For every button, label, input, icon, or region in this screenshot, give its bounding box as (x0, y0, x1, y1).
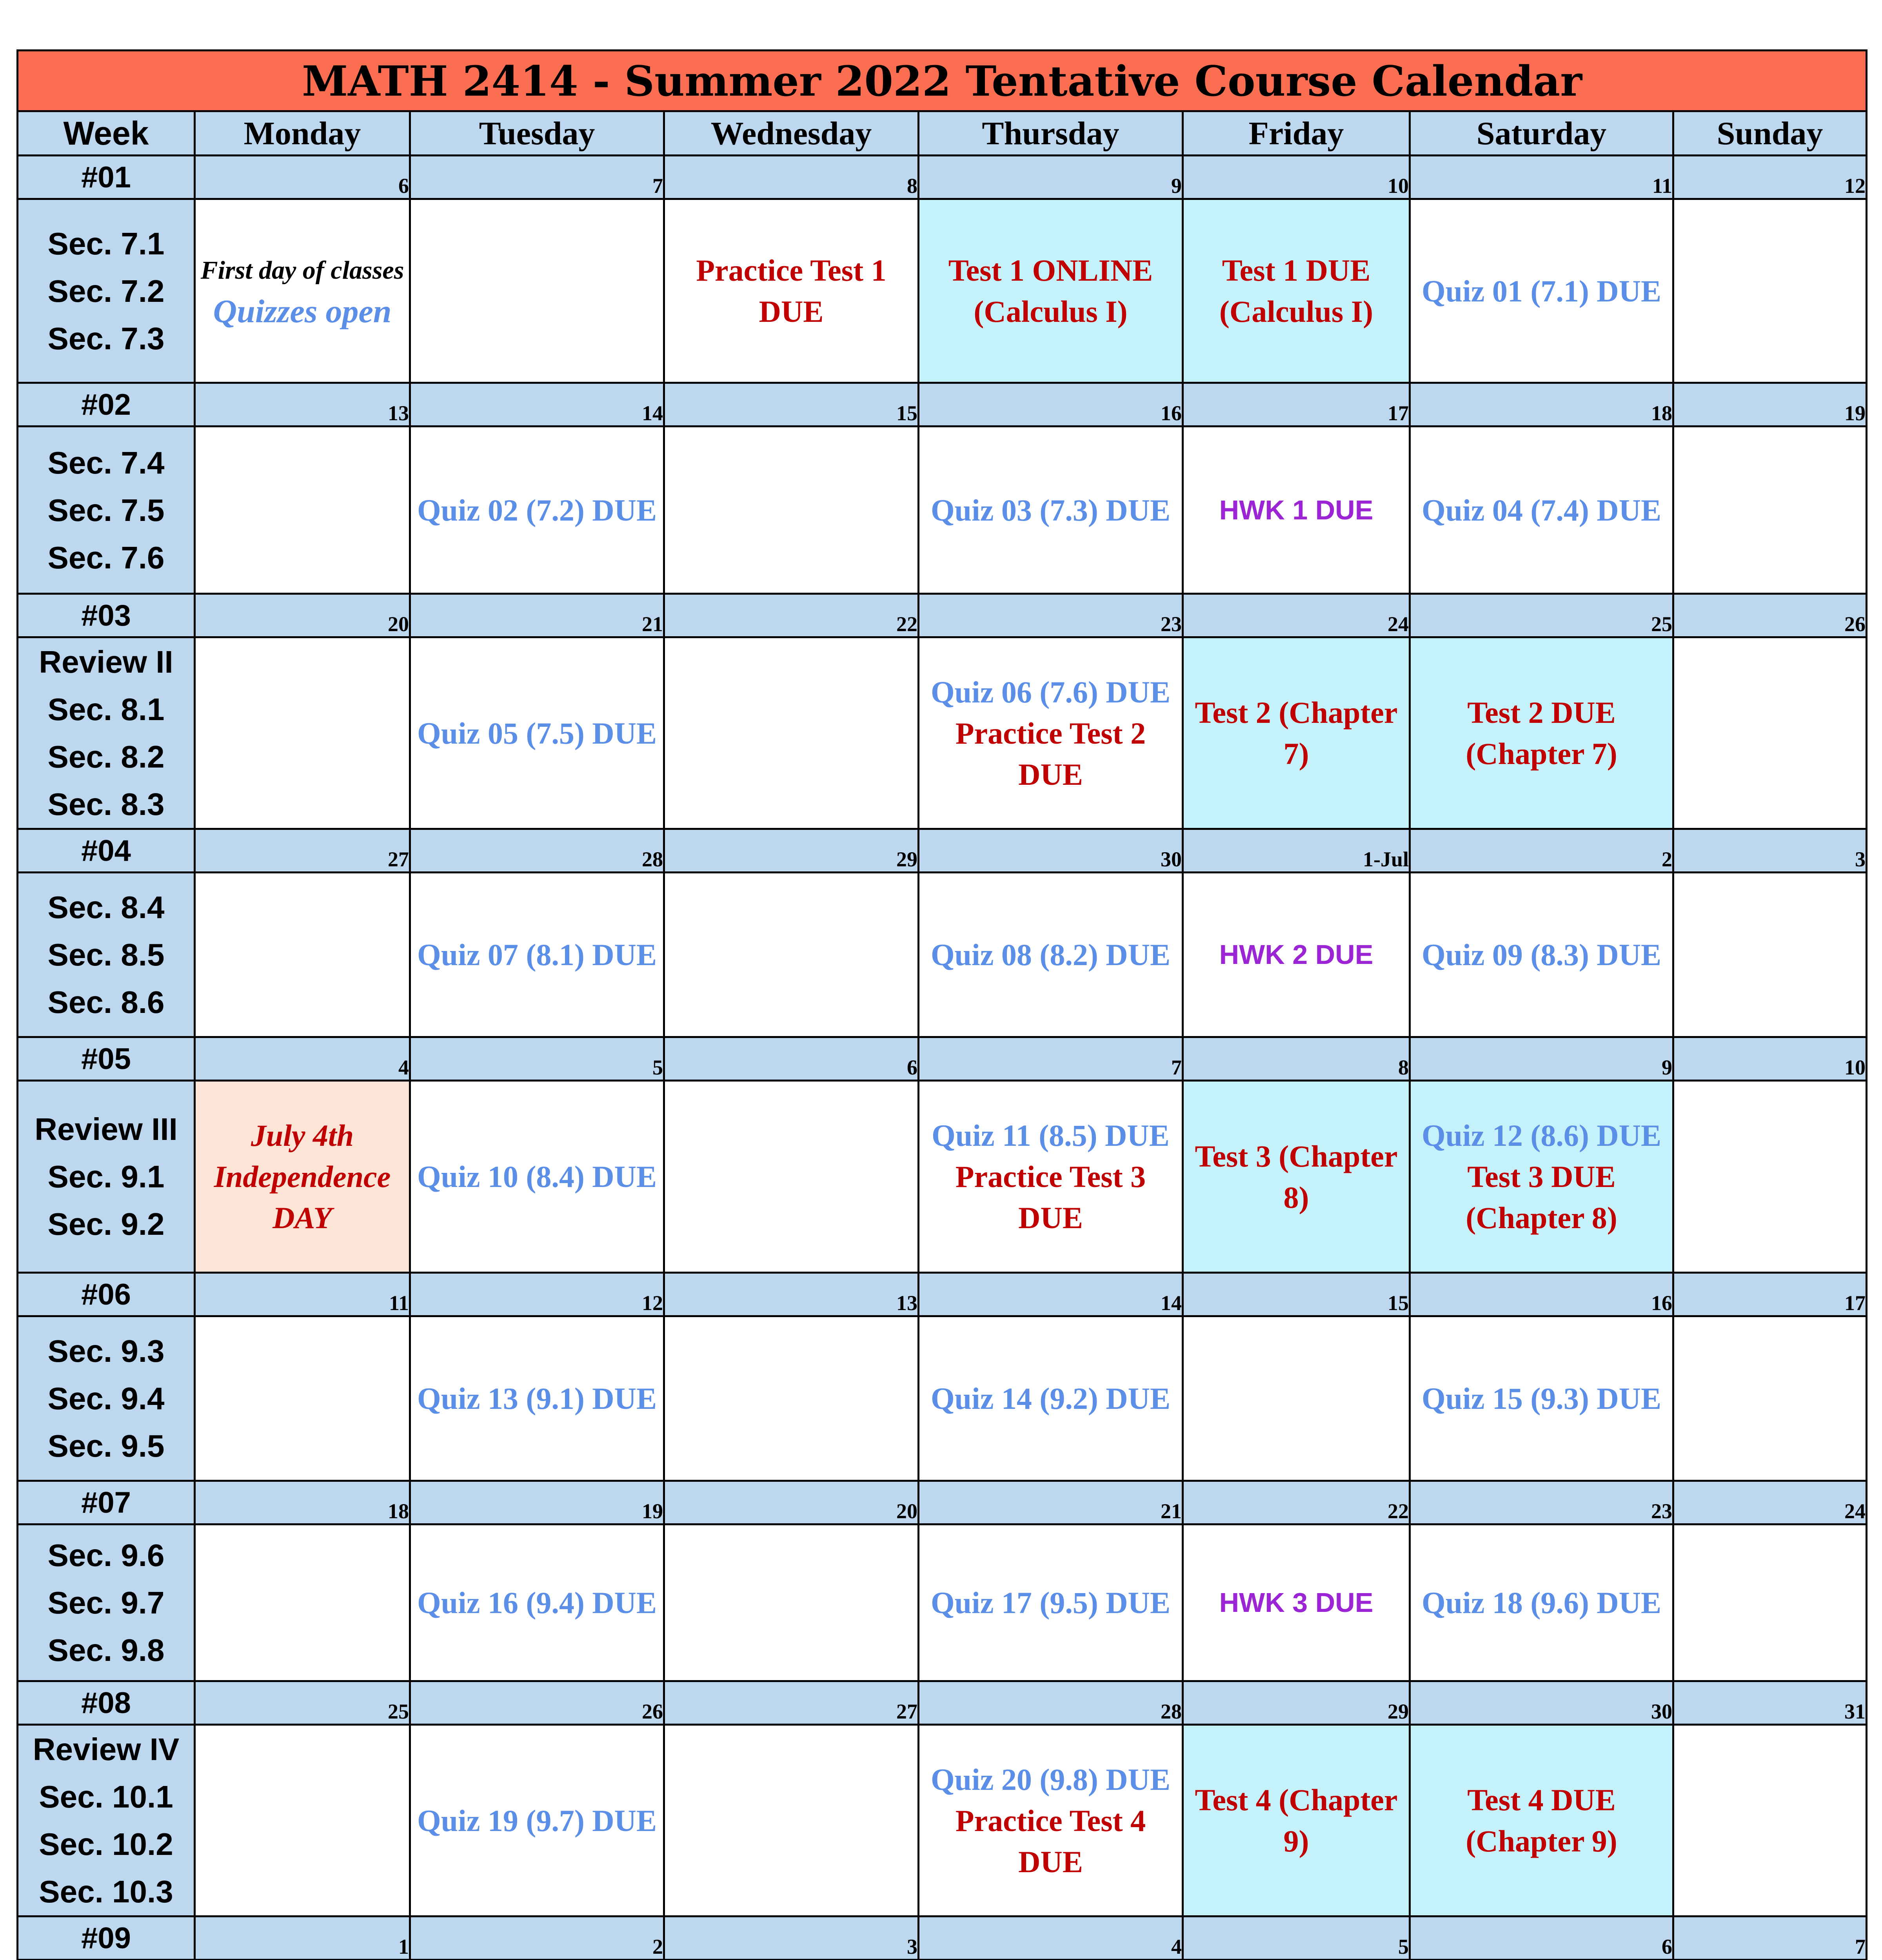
day-cell-wednesday (664, 1725, 919, 1916)
section-label: Sec. 7.6 (47, 540, 165, 575)
calendar-event: Quiz 12 (8.6) DUE (1422, 1118, 1661, 1152)
day-cell-tuesday (410, 637, 664, 829)
calendar-event: Quiz 04 (7.4) DUE (1422, 493, 1661, 527)
date-number: 1-Jul (1183, 829, 1410, 873)
section-label: Sec. 9.7 (47, 1585, 165, 1620)
day-cell-friday (1183, 637, 1410, 829)
day-cell-thursday (919, 199, 1183, 383)
date-number: 21 (919, 1481, 1183, 1524)
section-list (18, 1524, 195, 1681)
day-cell-wednesday (664, 637, 919, 829)
day-header-sunday: Sunday (1673, 111, 1867, 156)
date-number: 30 (919, 829, 1183, 873)
day-cell-monday (195, 873, 410, 1037)
week-number: #01 (18, 156, 195, 199)
section-list (18, 1316, 195, 1481)
date-number: 6 (1410, 1916, 1673, 1960)
calendar-event: HWK 3 DUE (1219, 1587, 1373, 1618)
date-number: 10 (1673, 1037, 1867, 1081)
date-number: 6 (195, 156, 410, 199)
calendar-event: Quiz 17 (9.5) DUE (931, 1586, 1170, 1620)
date-number: 15 (664, 383, 919, 426)
day-cell-friday (1183, 1081, 1410, 1273)
date-number: 27 (195, 829, 410, 873)
week-date-row (18, 1916, 1867, 1960)
calendar-event: Test 1 DUE (Calculus I) (1219, 253, 1373, 328)
day-cell-friday (1183, 199, 1410, 383)
date-number: 21 (410, 594, 664, 637)
date-number: 26 (1673, 594, 1867, 637)
date-number: 8 (1183, 1037, 1410, 1081)
section-label: Sec. 9.1 (47, 1159, 165, 1194)
section-label: Sec. 7.1 (47, 226, 165, 261)
day-cell-monday (195, 1725, 410, 1916)
date-number: 24 (1673, 1481, 1867, 1524)
day-cell-wednesday (664, 1081, 919, 1273)
day-cell-thursday (919, 1725, 1183, 1916)
calendar-event: Quiz 07 (8.1) DUE (417, 938, 657, 972)
calendar-event: Quiz 11 (8.5) DUE (932, 1118, 1170, 1152)
calendar-event: July 4th Independence DAY (214, 1118, 391, 1235)
date-number: 24 (1183, 594, 1410, 637)
week-number: #06 (18, 1273, 195, 1316)
section-list (18, 1725, 195, 1916)
day-cell-saturday (1410, 1725, 1673, 1916)
calendar-event: Quiz 06 (7.6) DUE (931, 675, 1170, 709)
day-cell-tuesday (410, 1316, 664, 1481)
calendar-event: HWK 2 DUE (1219, 939, 1373, 970)
section-list (18, 1081, 195, 1273)
week-content-row (18, 873, 1867, 1037)
week-date-row (18, 156, 1867, 199)
week-number: #04 (18, 829, 195, 873)
section-label: Sec. 7.3 (47, 321, 165, 356)
date-number: 20 (195, 594, 410, 637)
week-number: #03 (18, 594, 195, 637)
date-number: 12 (410, 1273, 664, 1316)
date-number: 7 (1673, 1916, 1867, 1960)
weekday-header-row (18, 111, 1867, 156)
date-number: 13 (195, 383, 410, 426)
week-content-row (18, 1524, 1867, 1681)
date-number: 4 (195, 1037, 410, 1081)
week-content-row (18, 1316, 1867, 1481)
section-label: Sec. 8.5 (47, 937, 165, 972)
section-label: Sec. 7.5 (47, 492, 165, 528)
date-number: 1 (195, 1916, 410, 1960)
date-number: 7 (410, 156, 664, 199)
day-cell-wednesday (664, 1524, 919, 1681)
date-number: 18 (1410, 383, 1673, 426)
day-header-friday: Friday (1183, 111, 1410, 156)
date-number: 3 (664, 1916, 919, 1960)
calendar-event: Quiz 13 (9.1) DUE (417, 1381, 657, 1416)
section-label: Sec. 10.1 (39, 1779, 173, 1814)
date-number: 17 (1183, 383, 1410, 426)
day-cell-monday (195, 1524, 410, 1681)
day-cell-wednesday (664, 873, 919, 1037)
calendar-event: Quiz 09 (8.3) DUE (1422, 938, 1661, 972)
day-header-tuesday: Tuesday (410, 111, 664, 156)
date-number: 10 (1183, 156, 1410, 199)
day-cell-friday (1183, 1725, 1410, 1916)
section-list (18, 199, 195, 383)
calendar-event: Quiz 15 (9.3) DUE (1422, 1381, 1661, 1416)
calendar-event: Test 4 DUE (Chapter 9) (1466, 1783, 1617, 1858)
date-number: 14 (919, 1273, 1183, 1316)
day-cell-wednesday (664, 426, 919, 594)
week-date-row (18, 1481, 1867, 1524)
week-number: #07 (18, 1481, 195, 1524)
day-cell-tuesday (410, 426, 664, 594)
date-number: 25 (195, 1681, 410, 1725)
calendar-event: Test 3 (Chapter 8) (1195, 1139, 1398, 1214)
day-cell-monday (195, 1316, 410, 1481)
week-date-row (18, 383, 1867, 426)
day-cell-sunday (1673, 1725, 1867, 1916)
section-label: Sec. 8.6 (47, 985, 165, 1020)
calendar-event: Test 2 DUE (Chapter 7) (1466, 695, 1617, 771)
date-number: 26 (410, 1681, 664, 1725)
day-cell-thursday (919, 1081, 1183, 1273)
week-date-row (18, 594, 1867, 637)
section-label: Sec. 9.6 (47, 1538, 165, 1573)
calendar-event: Practice Test 1 DUE (696, 253, 887, 328)
week-content-row (18, 1725, 1867, 1916)
date-number: 28 (410, 829, 664, 873)
date-number: 29 (1183, 1681, 1410, 1725)
day-cell-saturday (1410, 1524, 1673, 1681)
date-number: 11 (195, 1273, 410, 1316)
date-number: 25 (1410, 594, 1673, 637)
page-title: MATH 2414 - Summer 2022 Tentative Course Calendar (18, 51, 1867, 111)
date-number: 20 (664, 1481, 919, 1524)
week-date-row (18, 1037, 1867, 1081)
week-date-row (18, 1273, 1867, 1316)
calendar-event: Test 1 ONLINE (Calculus I) (948, 253, 1153, 328)
week-content-row (18, 426, 1867, 594)
section-label: Sec. 10.3 (39, 1874, 173, 1909)
date-number: 2 (1410, 829, 1673, 873)
day-cell-thursday (919, 426, 1183, 594)
date-number: 9 (919, 156, 1183, 199)
section-label: Sec. 8.1 (47, 692, 165, 727)
week-date-row (18, 1681, 1867, 1725)
day-cell-tuesday (410, 1725, 664, 1916)
date-number: 16 (919, 383, 1183, 426)
day-cell-monday (195, 426, 410, 594)
day-header-thursday: Thursday (919, 111, 1183, 156)
day-cell-friday (1183, 426, 1410, 594)
calendar-event: Quiz 19 (9.7) DUE (417, 1803, 657, 1838)
day-cell-thursday (919, 873, 1183, 1037)
day-cell-tuesday (410, 873, 664, 1037)
calendar-event: Quizzes open (213, 293, 392, 330)
day-cell-wednesday (664, 199, 919, 383)
week-date-row (18, 829, 1867, 873)
day-cell-sunday (1673, 637, 1867, 829)
calendar-event: Quiz 03 (7.3) DUE (931, 493, 1170, 527)
date-number: 30 (1410, 1681, 1673, 1725)
section-label: Sec. 7.4 (47, 445, 165, 480)
date-number: 23 (919, 594, 1183, 637)
day-cell-sunday (1673, 1316, 1867, 1481)
date-number: 13 (664, 1273, 919, 1316)
date-number: 11 (1410, 156, 1673, 199)
calendar-event: HWK 1 DUE (1219, 494, 1373, 525)
section-label: Sec. 9.8 (47, 1633, 165, 1668)
day-cell-tuesday (410, 1081, 664, 1273)
section-label: Review II (39, 644, 173, 679)
day-cell-wednesday (664, 1316, 919, 1481)
calendar-event: Quiz 14 (9.2) DUE (931, 1381, 1170, 1416)
calendar-event: First day of classes (200, 256, 404, 285)
date-number: 15 (1183, 1273, 1410, 1316)
week-number: #02 (18, 383, 195, 426)
day-cell-friday (1183, 873, 1410, 1037)
calendar-event: Quiz 02 (7.2) DUE (417, 493, 657, 527)
calendar-event: Test 3 DUE (Chapter 8) (1466, 1160, 1617, 1235)
date-number: 18 (195, 1481, 410, 1524)
section-label: Sec. 8.4 (47, 890, 165, 925)
day-header-wednesday: Wednesday (664, 111, 919, 156)
day-cell-saturday (1410, 1316, 1673, 1481)
day-header-saturday: Saturday (1410, 111, 1673, 156)
date-number: 7 (919, 1037, 1183, 1081)
course-calendar (16, 49, 1867, 1960)
calendar-event: Practice Test 2 DUE (955, 716, 1146, 791)
calendar-event: Quiz 10 (8.4) DUE (417, 1160, 657, 1194)
date-number: 17 (1673, 1273, 1867, 1316)
day-cell-saturday (1410, 1081, 1673, 1273)
day-cell-saturday (1410, 873, 1673, 1037)
date-number: 19 (410, 1481, 664, 1524)
calendar-event: Quiz 05 (7.5) DUE (417, 716, 657, 750)
date-number: 28 (919, 1681, 1183, 1725)
date-number: 8 (664, 156, 919, 199)
day-cell-thursday (919, 1316, 1183, 1481)
day-cell-sunday (1673, 426, 1867, 594)
week-number: #05 (18, 1037, 195, 1081)
section-list (18, 637, 195, 829)
week-number: #08 (18, 1681, 195, 1725)
section-label: Sec. 10.2 (39, 1827, 173, 1862)
day-cell-saturday (1410, 637, 1673, 829)
date-number: 9 (1410, 1037, 1673, 1081)
date-number: 22 (664, 594, 919, 637)
week-column-header: Week (18, 111, 195, 156)
day-cell-monday (195, 1081, 410, 1273)
date-number: 29 (664, 829, 919, 873)
day-header-monday: Monday (195, 111, 410, 156)
calendar-event: Practice Test 4 DUE (955, 1803, 1146, 1879)
week-content-row (18, 199, 1867, 383)
day-cell-friday (1183, 1524, 1410, 1681)
section-label: Sec. 9.5 (47, 1428, 165, 1463)
day-cell-monday (195, 637, 410, 829)
week-content-row (18, 637, 1867, 829)
date-number: 22 (1183, 1481, 1410, 1524)
calendar-event: Practice Test 3 DUE (955, 1160, 1146, 1235)
day-cell-sunday (1673, 873, 1867, 1037)
day-cell-sunday (1673, 1081, 1867, 1273)
day-cell-monday (195, 199, 410, 383)
date-number: 14 (410, 383, 664, 426)
date-number: 3 (1673, 829, 1867, 873)
date-number: 2 (410, 1916, 664, 1960)
week-number: #09 (18, 1916, 195, 1960)
section-label: Sec. 9.3 (47, 1334, 165, 1368)
section-list (18, 873, 195, 1037)
section-label: Sec. 7.2 (47, 273, 165, 309)
calendar-event: Quiz 18 (9.6) DUE (1422, 1586, 1661, 1620)
section-label: Review III (35, 1112, 178, 1147)
day-cell-tuesday (410, 1524, 664, 1681)
date-number: 6 (664, 1037, 919, 1081)
section-label: Review IV (33, 1732, 180, 1767)
date-number: 31 (1673, 1681, 1867, 1725)
calendar-event: Quiz 20 (9.8) DUE (931, 1762, 1170, 1797)
day-cell-friday (1183, 1316, 1410, 1481)
day-cell-thursday (919, 637, 1183, 829)
date-number: 5 (410, 1037, 664, 1081)
day-cell-tuesday (410, 199, 664, 383)
calendar-event: Quiz 16 (9.4) DUE (417, 1586, 657, 1620)
day-cell-sunday (1673, 199, 1867, 383)
day-cell-saturday (1410, 426, 1673, 594)
day-cell-thursday (919, 1524, 1183, 1681)
calendar-event: Quiz 08 (8.2) DUE (931, 938, 1170, 972)
week-content-row (18, 1081, 1867, 1273)
calendar-event: Test 2 (Chapter 7) (1195, 695, 1398, 771)
section-label: Sec. 9.4 (47, 1381, 165, 1416)
calendar-event: Test 4 (Chapter 9) (1195, 1783, 1398, 1858)
section-label: Sec. 9.2 (47, 1207, 165, 1241)
date-number: 5 (1183, 1916, 1410, 1960)
date-number: 4 (919, 1916, 1183, 1960)
day-cell-saturday (1410, 199, 1673, 383)
date-number: 12 (1673, 156, 1867, 199)
date-number: 19 (1673, 383, 1867, 426)
calendar-event: Quiz 01 (7.1) DUE (1422, 274, 1661, 308)
date-number: 27 (664, 1681, 919, 1725)
section-list (18, 426, 195, 594)
date-number: 23 (1410, 1481, 1673, 1524)
section-label: Sec. 8.3 (47, 787, 165, 822)
date-number: 16 (1410, 1273, 1673, 1316)
section-label: Sec. 8.2 (47, 739, 165, 774)
day-cell-sunday (1673, 1524, 1867, 1681)
